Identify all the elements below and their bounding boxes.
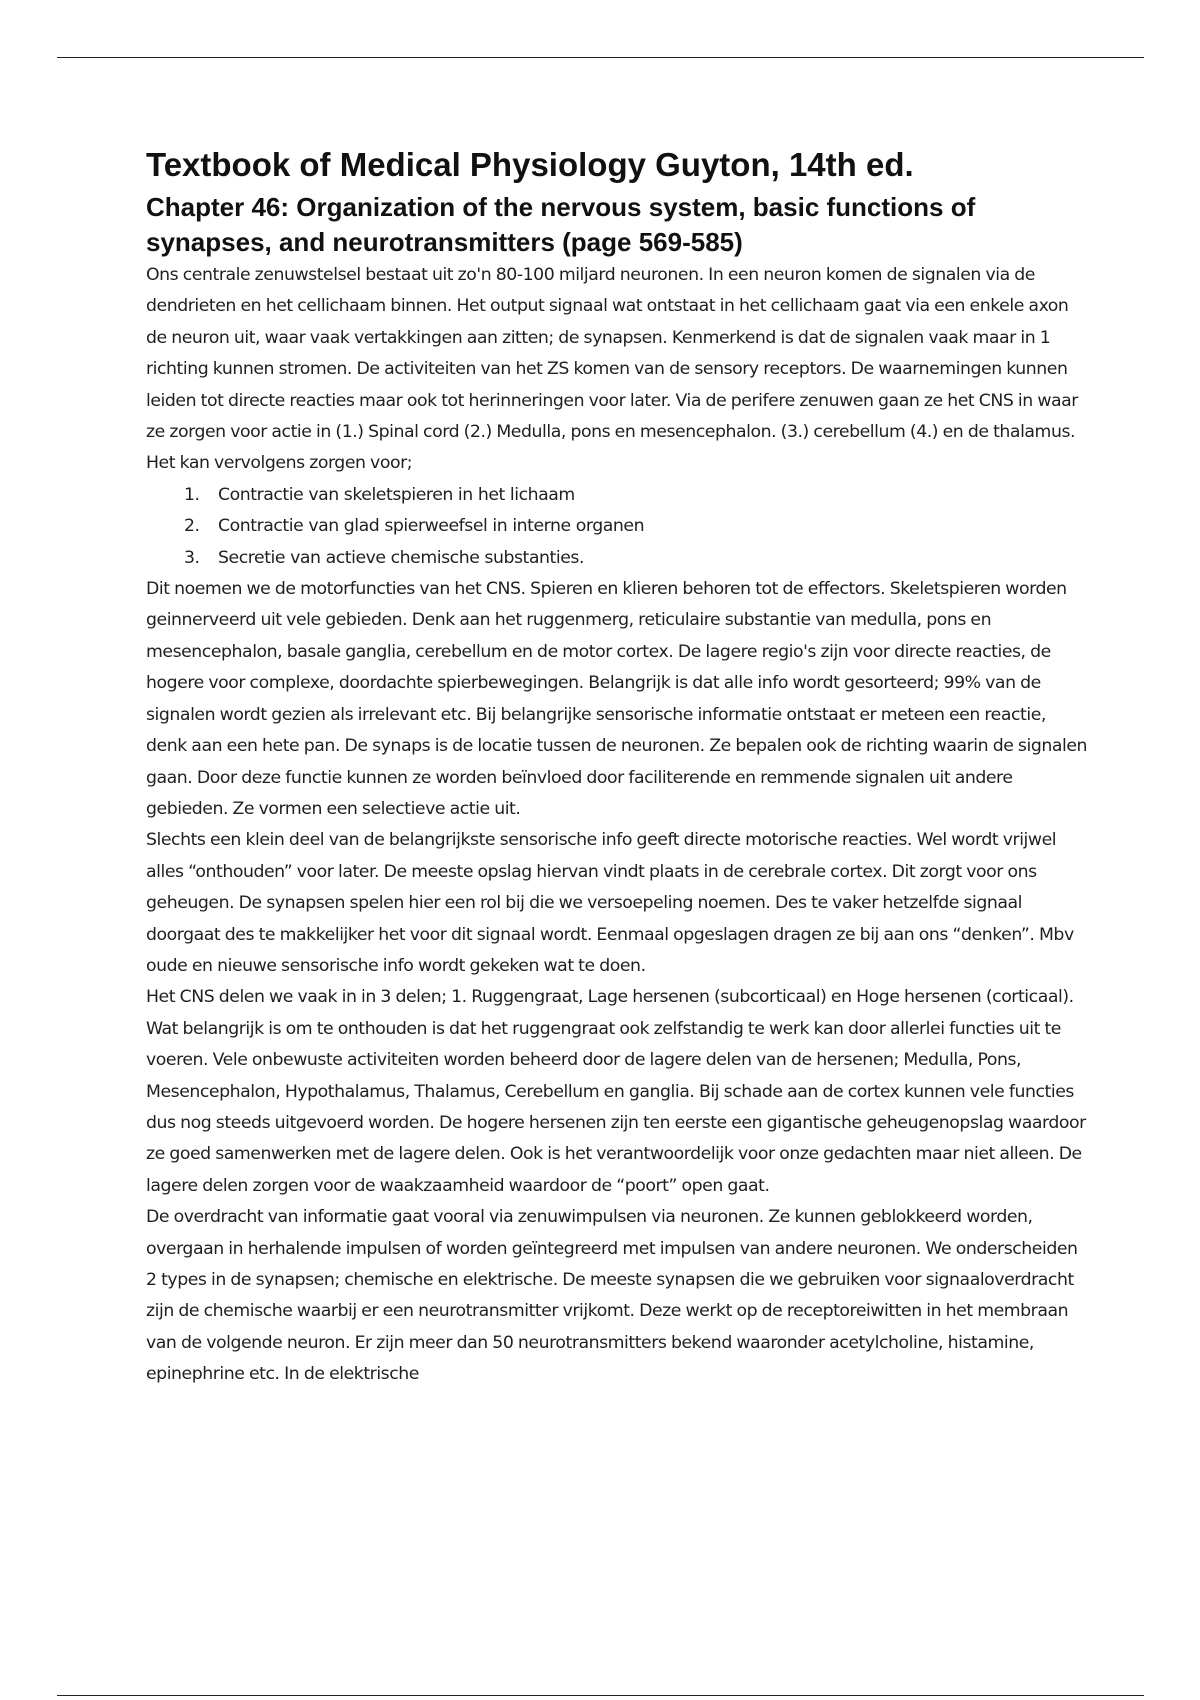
paragraph-memory: Slechts een klein deel van de belangrijkste sensorische info geeft directe motorische reacties. Wel wordt vrijwel alles “onthouden” voor later. De meeste opslag hiervan vindt plaats in de cerebrale cortex. Dit zorgt voor ons geheugen. De synapsen spelen hier een rol bij die we versoepeling noemen. Des te vaker hetzelfde signaal doorgaat des te makkelijker het voor dit signaal wordt. Eenmaal opgeslagen dragen ze bij aan ons “denken”. Mbv oude en nieuwe sensorische info wordt gekeken wat te doen. bbox=[146, 830, 1074, 976]
list-item-number: 2. bbox=[184, 516, 200, 537]
list-item bbox=[146, 511, 1090, 542]
paragraph-motor-functions: Dit noemen we de motorfuncties van het CNS. Spieren en klieren behoren tot de effectors. Skeletspieren worden geinnerveerd uit vele gebieden. Denk aan het ruggenmerg, reticulaire substantie van medulla, pons en mesencephalon, basale ganglia, cerebellum en de motor cortex. De lagere regio's zijn voor directe reacties, de hogere voor complexe, doordachte spierbewegingen. Belangrijk is dat alle info wordt gesorteerd; 99% van de signalen wordt gezien als irrelevant etc. Bij belangrijke sensorische informatie ontstaat er meteen een reactie, denk aan een hete pan. De synaps is de locatie tussen de neuronen. Ze bepalen ook de richting waarin de signalen gaan. Door deze functie kunnen ze worden beïnvloed door faciliterende en remmende signalen uit andere gebieden. Ze vormen een selectieve actie uit. bbox=[146, 579, 1088, 819]
document-title: Textbook of Medical Physiology Guyton, 14th ed. bbox=[146, 146, 914, 183]
list-item-number: 1. bbox=[184, 484, 200, 505]
list-item-text: Secretie van actieve chemische substanties. bbox=[218, 547, 584, 568]
list-item-number: 3. bbox=[184, 547, 200, 568]
paragraph-cns-division: Het CNS delen we vaak in in 3 delen; 1. Ruggengraat, Lage hersenen (subcorticaal) en Hoge hersenen (corticaal). Wat belangrijk is om te onthouden is dat het ruggengraat ook zelfstandig te werk kan door allerlei functies uit te voeren. Vele onbewuste activiteiten worden beheerd door de lagere delen van de hersenen; Medulla, Pons, Mesencephalon, Hypothalamus, Thalamus, Cerebellum en ganglia. Bij schade aan de cortex kunnen vele functies dus nog steeds uitgevoerd worden. De hogere hersenen zijn ten eerste een gigantische geheugenopslag waardoor ze goed samenwerken met de lagere delen. Ook is het verantwoordelijk voor onze gedachten maar niet alleen. De lagere delen zorgen voor de waakzaamheid waardoor de “poort” open gaat. bbox=[146, 987, 1086, 1196]
list-item bbox=[146, 543, 1090, 574]
footer-rule bbox=[57, 1695, 1144, 1696]
function-list bbox=[146, 480, 1090, 574]
header-rule bbox=[57, 57, 1144, 58]
chapter-heading: Chapter 46: Organization of the nervous system, basic functions of synapses, and neurotransmitters (page 569-585) bbox=[146, 192, 976, 257]
document-body bbox=[146, 140, 1090, 1391]
list-item-text: Contractie van skeletspieren in het lichaam bbox=[218, 484, 575, 505]
paragraph-intro: Ons centrale zenuwstelsel bestaat uit zo'n 80-100 miljard neuronen. In een neuron komen de signalen via de dendrieten en het cellichaam binnen. Het output signaal wat ontstaat in het cellichaam gaat via een enkele axon de neuron uit, waar vaak vertakkingen aan zitten; de synapsen. Kenmerkend is dat de signalen vaak maar in 1 richting kunnen stromen. De activiteiten van het ZS komen van de sensory receptors. De waarnemingen kunnen leiden tot directe reacties maar ook tot herinneringen voor later. Via de perifere zenuwen gaan ze het CNS in waar ze zorgen voor actie in (1.) Spinal cord (2.) Medulla, pons en mesencephalon. (3.) cerebellum (4.) en de thalamus. Het kan vervolgens zorgen voor; bbox=[146, 265, 1078, 474]
list-item-text: Contractie van glad spierweefsel in interne organen bbox=[218, 516, 645, 537]
list-item bbox=[146, 480, 1090, 511]
paragraph-synapse-transfer: De overdracht van informatie gaat vooral via zenuwimpulsen via neuronen. Ze kunnen geblokkeerd worden, overgaan in herhalende impulsen of worden geïntegreerd met impulsen van andere neuronen. We onderscheiden 2 types in de synapsen; chemische en elektrische. De meeste synapsen die we gebruiken voor signaaloverdracht zijn de chemische waarbij er een neurotransmitter vrijkomt. Deze werkt op de receptoreiwitten in het membraan van de volgende neuron. Er zijn meer dan 50 neurotransmitters bekend waaronder acetylcholine, histamine, epinephrine etc. In de elektrische bbox=[146, 1207, 1078, 1385]
